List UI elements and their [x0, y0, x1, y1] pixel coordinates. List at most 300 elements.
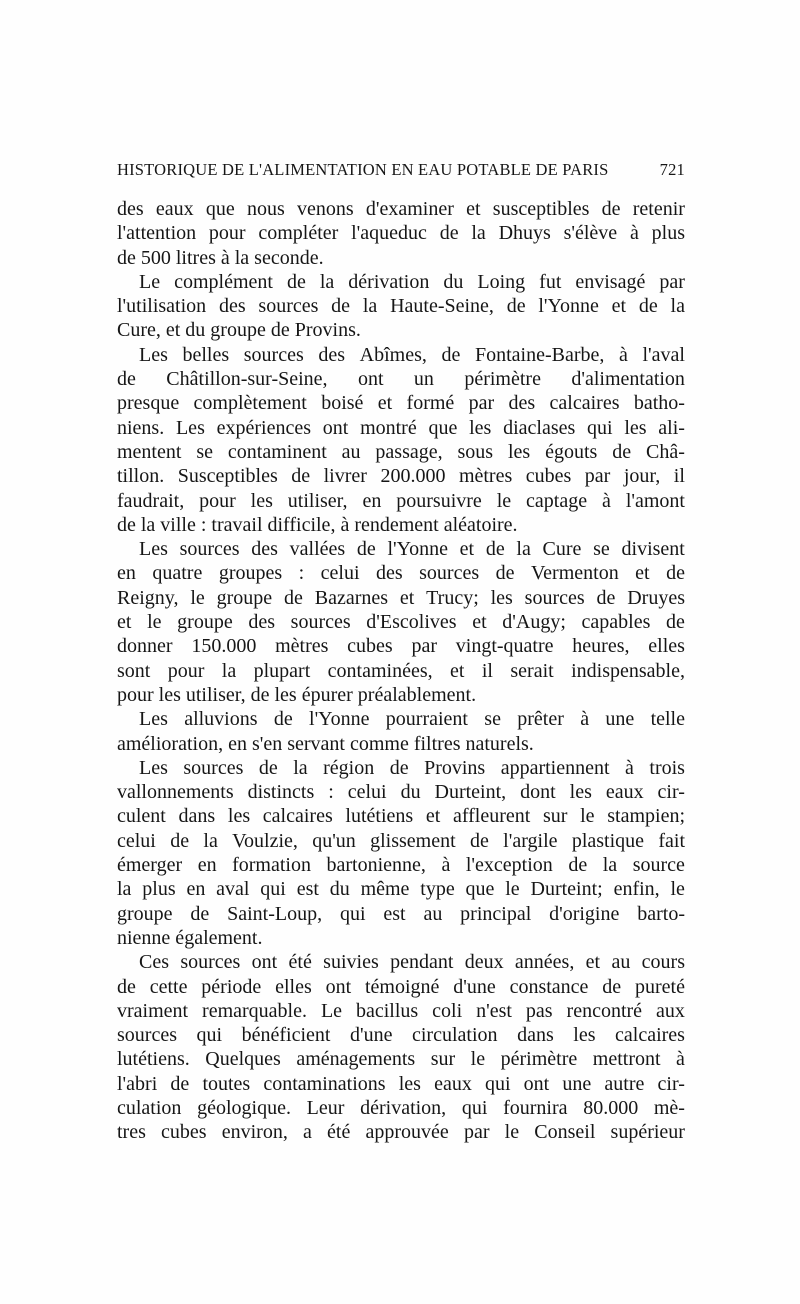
- word: l'Yonne: [387, 538, 448, 561]
- word: par: [584, 465, 611, 488]
- word: n'est: [476, 999, 512, 1022]
- word: les: [227, 805, 251, 828]
- running-title: HISTORIQUE DE L'ALIMENTATION EN EAU POTABLE DE PARIS: [117, 160, 609, 179]
- word: de: [291, 465, 311, 488]
- word: plastique: [571, 829, 645, 852]
- text-line: [117, 780, 685, 804]
- word: la: [471, 222, 486, 245]
- text-line: [117, 537, 685, 561]
- word: aux: [656, 999, 685, 1022]
- word: des: [248, 611, 276, 634]
- word: formé: [406, 392, 455, 415]
- word: et: [450, 659, 465, 682]
- word: pendant: [390, 951, 454, 974]
- word: deux: [464, 951, 504, 974]
- word: pourraient: [385, 708, 468, 731]
- word: ont: [322, 416, 349, 439]
- word: calcaires: [262, 805, 333, 828]
- word: tres: [117, 1121, 146, 1144]
- word: d'Escolives: [366, 611, 457, 634]
- word: l'argile: [503, 829, 558, 852]
- text-line: [117, 950, 685, 974]
- word: Les: [139, 538, 168, 561]
- word: Conseil: [534, 1121, 596, 1144]
- word: toutes: [202, 1072, 251, 1095]
- word: les: [398, 1072, 421, 1095]
- word: source: [632, 854, 685, 877]
- word: vallées: [289, 538, 346, 561]
- word: trois: [649, 756, 685, 779]
- text-line: [117, 877, 685, 901]
- word: les: [507, 440, 531, 463]
- text-line: [117, 999, 685, 1023]
- text-line: [117, 634, 685, 658]
- word: la: [670, 295, 685, 318]
- word: et: [399, 586, 415, 609]
- text-line: [117, 391, 685, 415]
- word: barto-: [637, 902, 685, 925]
- word: la: [203, 829, 218, 852]
- word: de: [596, 586, 616, 609]
- word: livrer: [323, 465, 367, 488]
- word: belles: [182, 343, 230, 366]
- word: plus: [142, 878, 176, 901]
- word: pour: [208, 222, 246, 245]
- word: Vermenton: [530, 562, 619, 585]
- word: un: [413, 368, 434, 391]
- word: affleurent: [452, 805, 531, 828]
- word: sources: [290, 611, 351, 634]
- word: 150.000: [191, 635, 257, 658]
- word: Haute-Seine,: [390, 295, 494, 318]
- word: autre: [604, 1072, 645, 1095]
- word: remarquable.: [202, 999, 307, 1022]
- word: mètres: [275, 635, 329, 658]
- text-line: [117, 804, 685, 828]
- word: de: [284, 586, 303, 609]
- word: l'exception: [465, 854, 553, 877]
- word: vraiment: [117, 999, 189, 1022]
- word: dont: [520, 781, 556, 804]
- word: suivies: [323, 951, 379, 974]
- text-line: [117, 1072, 685, 1096]
- word: telle: [650, 708, 685, 731]
- word: les: [469, 416, 492, 439]
- word: cir-: [657, 781, 685, 804]
- word: bénéficient: [241, 1024, 331, 1047]
- word: Fontaine-Barbe,: [474, 343, 605, 366]
- word: de: [117, 368, 136, 391]
- word: batho-: [633, 392, 685, 415]
- word: prêter: [517, 708, 564, 731]
- word: et: [377, 392, 393, 415]
- text-line: de la ville : travail difficile, à rendement aléatoire.: [117, 513, 518, 536]
- word: rencontré: [566, 999, 643, 1022]
- word: au: [423, 902, 443, 925]
- word: envisagé: [575, 270, 646, 293]
- word: serait: [510, 659, 554, 682]
- word: retenir: [632, 198, 685, 220]
- word: mè-: [653, 1096, 685, 1119]
- word: sont: [117, 659, 151, 682]
- word: l'abri: [117, 1072, 158, 1095]
- word: le: [505, 878, 520, 901]
- word: :: [298, 562, 305, 585]
- word: approuvée: [365, 1121, 449, 1144]
- word: dérivation: [348, 270, 430, 293]
- word: montré: [360, 416, 417, 439]
- word: de: [286, 270, 306, 293]
- word: pas: [525, 999, 553, 1022]
- word: fait: [658, 829, 685, 852]
- word: d'une: [453, 975, 496, 998]
- word: sous: [457, 440, 494, 463]
- text-line: [117, 1047, 685, 1071]
- word: d'examiner: [365, 198, 454, 220]
- text-line: [117, 902, 685, 926]
- word: l'attention: [117, 222, 197, 245]
- word: une: [605, 708, 635, 731]
- page-number: 721: [659, 160, 685, 179]
- word: l'Yonne: [538, 295, 599, 318]
- word: l'aqueduc: [351, 222, 427, 245]
- word: ont: [325, 975, 352, 998]
- word: de: [506, 295, 526, 318]
- word: eaux: [605, 781, 644, 804]
- text-line: [117, 1096, 685, 1120]
- word: au: [611, 951, 631, 974]
- text-line: [117, 853, 685, 877]
- word: niens.: [117, 416, 165, 439]
- word: culent: [117, 805, 166, 828]
- word: de: [469, 829, 489, 852]
- text-line: pour les utiliser, de les épurer préalablement.: [117, 683, 477, 706]
- text-line: [117, 367, 685, 391]
- word: dans: [517, 1024, 554, 1047]
- word: de: [441, 343, 461, 366]
- word: enfin,: [613, 878, 660, 901]
- word: presque: [117, 392, 180, 415]
- word: d'alimentation: [571, 368, 685, 391]
- word: Durteint,: [434, 781, 507, 804]
- word: de: [331, 295, 351, 318]
- word: compléter: [258, 222, 339, 245]
- word: venons: [297, 198, 354, 220]
- word: appartiennent: [500, 756, 610, 779]
- word: des: [117, 198, 144, 220]
- word: dérivation,: [360, 1096, 447, 1119]
- word: par: [463, 1121, 490, 1144]
- word: Druyes: [627, 586, 685, 609]
- word: et: [611, 295, 627, 318]
- word: complètement: [193, 392, 307, 415]
- word: faudrait,: [117, 489, 185, 512]
- word: et: [459, 538, 475, 561]
- word: émerger: [117, 854, 183, 877]
- word: sources: [243, 343, 304, 366]
- word: sources: [524, 586, 585, 609]
- word: plupart: [253, 659, 311, 682]
- word: ont: [523, 1072, 550, 1095]
- word: par: [659, 270, 685, 293]
- text-line: nienne également.: [117, 926, 263, 949]
- word: qui: [196, 1024, 223, 1047]
- text-line: de 500 litres à la seconde.: [117, 246, 324, 269]
- word: une: [562, 1072, 592, 1095]
- word: de: [638, 295, 658, 318]
- word: glissement: [370, 829, 456, 852]
- word: cours: [641, 951, 685, 974]
- word: s'élève: [563, 222, 618, 245]
- word: heures,: [572, 635, 630, 658]
- word: Dhuys: [498, 222, 551, 245]
- text-line: [117, 561, 685, 585]
- word: de: [601, 198, 621, 220]
- word: et: [117, 611, 132, 634]
- word: à: [602, 489, 611, 512]
- word: celui: [117, 829, 156, 852]
- word: à: [580, 708, 590, 731]
- word: de: [258, 756, 278, 779]
- text-line: [117, 659, 685, 683]
- word: de: [170, 1072, 190, 1095]
- word: pour: [199, 489, 236, 512]
- text-line: amélioration, en s'en servant comme filtres naturels.: [117, 732, 534, 755]
- word: ali-: [658, 416, 685, 439]
- word: complément: [174, 270, 273, 293]
- word: donner: [117, 635, 173, 658]
- word: boisé: [321, 392, 364, 415]
- word: les: [490, 586, 513, 609]
- word: à: [676, 1048, 685, 1071]
- word: qui: [339, 902, 366, 925]
- word: Reigny,: [117, 586, 179, 609]
- word: de: [439, 222, 459, 245]
- word: fournira: [503, 1096, 568, 1119]
- word: des: [251, 538, 278, 561]
- word: sources: [179, 538, 240, 561]
- word: et: [472, 611, 487, 634]
- word: Cure: [542, 538, 582, 561]
- word: divisent: [621, 538, 685, 561]
- word: se: [593, 538, 610, 561]
- word: en: [117, 562, 136, 585]
- word: Châtillon-sur-Seine,: [166, 368, 328, 391]
- word: contaminations: [263, 1072, 386, 1095]
- word: de: [356, 538, 376, 561]
- word: Saint-Loup,: [227, 902, 323, 925]
- word: sur: [543, 805, 568, 828]
- word: les: [573, 1024, 596, 1047]
- word: jour,: [623, 465, 661, 488]
- word: bacillus: [356, 999, 419, 1022]
- word: d'Augy;: [502, 611, 566, 634]
- word: celui: [347, 781, 387, 804]
- word: susceptibles: [492, 198, 590, 220]
- word: groupes: [218, 562, 283, 585]
- word: Abîmes,: [359, 343, 427, 366]
- word: Le: [139, 270, 161, 293]
- word: années,: [514, 951, 575, 974]
- word: supérieur: [610, 1121, 685, 1144]
- word: de: [190, 902, 210, 925]
- word: environ,: [221, 1121, 288, 1144]
- word: de: [170, 829, 190, 852]
- word: groupe: [117, 902, 173, 925]
- word: à: [618, 343, 628, 366]
- word: l'amont: [625, 489, 685, 512]
- word: tillon.: [117, 465, 165, 488]
- word: région: [323, 756, 375, 779]
- word: le: [190, 586, 205, 609]
- word: utiliser,: [287, 489, 348, 512]
- text-line: [117, 610, 685, 634]
- word: cubes: [525, 465, 572, 488]
- word: en: [197, 854, 217, 877]
- word: coli: [432, 999, 463, 1022]
- word: périmètre: [500, 1048, 578, 1071]
- word: eaux: [434, 1072, 472, 1095]
- word: principal: [460, 902, 532, 925]
- word: de: [612, 440, 632, 463]
- text-line: Cure, et du groupe de Provins.: [117, 319, 361, 342]
- word: type: [420, 878, 455, 901]
- word: Ces: [139, 951, 169, 974]
- word: Les: [139, 756, 168, 779]
- text-line: [117, 440, 685, 464]
- text-line: [117, 343, 685, 367]
- word: celui: [320, 562, 360, 585]
- text-line: [117, 829, 685, 853]
- word: les: [624, 416, 647, 439]
- word: des: [318, 343, 346, 366]
- word: même: [360, 878, 410, 901]
- word: sources: [183, 756, 244, 779]
- word: Leur: [306, 1096, 345, 1119]
- word: la: [602, 854, 618, 877]
- word: mentent: [117, 440, 182, 463]
- text-line: [117, 1023, 685, 1047]
- word: l'utilisation: [117, 295, 207, 318]
- word: à: [625, 756, 634, 779]
- word: de: [568, 854, 588, 877]
- word: fut: [539, 270, 562, 293]
- word: été: [288, 951, 312, 974]
- word: le: [147, 611, 162, 634]
- word: le: [580, 805, 595, 828]
- word: captage: [526, 489, 588, 512]
- word: qui: [461, 1096, 488, 1119]
- word: constance: [509, 975, 589, 998]
- word: sur: [430, 1048, 456, 1071]
- text-line: [117, 221, 685, 245]
- word: la: [362, 295, 378, 318]
- word: périmètre: [464, 368, 541, 391]
- word: :: [328, 781, 334, 804]
- word: Loing: [477, 270, 526, 293]
- word: l'Yonne: [309, 708, 370, 731]
- word: qui: [260, 878, 286, 901]
- word: eaux: [155, 198, 194, 220]
- word: Les: [139, 708, 168, 731]
- word: Châ-: [645, 440, 685, 463]
- word: expériences: [216, 416, 311, 439]
- text-line: [117, 586, 685, 610]
- word: qu'un: [312, 829, 356, 852]
- word: bartonienne,: [326, 854, 426, 877]
- word: de: [389, 756, 409, 779]
- word: est: [296, 878, 319, 901]
- text-line: [117, 975, 685, 999]
- word: d'une: [349, 1024, 393, 1047]
- word: il: [673, 465, 685, 488]
- word: d'origine: [549, 902, 620, 925]
- word: et: [635, 562, 650, 585]
- word: Bazarnes: [314, 586, 389, 609]
- word: de: [117, 975, 136, 998]
- word: dans: [178, 805, 216, 828]
- word: de: [602, 975, 622, 998]
- word: la: [293, 756, 308, 779]
- word: et: [585, 951, 601, 974]
- word: en: [362, 489, 382, 512]
- word: pour: [167, 659, 205, 682]
- word: de: [273, 708, 293, 731]
- word: calcaires: [615, 1024, 685, 1047]
- word: été: [327, 1121, 351, 1144]
- text-line: [117, 294, 685, 318]
- word: groupe: [216, 586, 273, 609]
- word: 80.000: [583, 1096, 639, 1119]
- word: que: [428, 416, 458, 439]
- word: des: [218, 295, 246, 318]
- word: Les: [139, 343, 168, 366]
- word: vallonnements: [117, 781, 234, 804]
- word: de: [666, 611, 685, 634]
- word: la: [221, 659, 237, 682]
- word: diaclases: [503, 416, 576, 439]
- text-line: [117, 416, 685, 440]
- word: elles: [275, 975, 312, 998]
- word: les: [569, 781, 592, 804]
- word: vingt-quatre: [455, 635, 554, 658]
- word: sources: [117, 1024, 177, 1047]
- word: distincts: [247, 781, 315, 804]
- word: Provins: [424, 756, 486, 779]
- text-line: [117, 756, 685, 780]
- text-line: [117, 489, 685, 513]
- word: la: [319, 270, 335, 293]
- word: par: [411, 635, 438, 658]
- word: contaminées,: [327, 659, 433, 682]
- word: capables: [581, 611, 651, 634]
- word: Voulzie,: [232, 829, 298, 852]
- word: qui: [484, 1072, 511, 1095]
- text-line: [117, 270, 685, 294]
- word: aval: [216, 878, 250, 901]
- word: plus: [651, 222, 685, 245]
- word: a: [303, 1121, 312, 1144]
- text-line: [117, 464, 685, 488]
- word: lutétiens: [345, 805, 414, 828]
- word: Durteint;: [530, 878, 603, 901]
- word: 200.000: [380, 465, 446, 488]
- word: le: [504, 1121, 520, 1144]
- word: Les: [175, 416, 205, 439]
- body-text: [117, 197, 685, 1145]
- word: cette: [149, 975, 188, 998]
- word: les: [250, 489, 273, 512]
